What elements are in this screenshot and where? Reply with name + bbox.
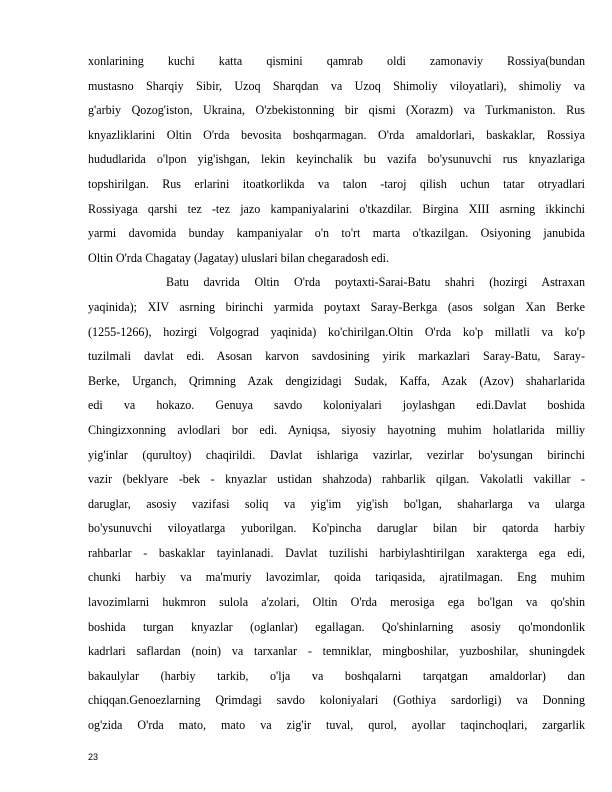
text-line-23: lavozimlarni hukmron sulola a'zolari, Oltin O'rda merosiga ega bo'lgan va qo'shin <box>88 595 585 610</box>
text-line-25: kadrlari saflardan (noin) va tarxanlar - temniklar, mingboshilar, yuzboshilar, shuningdek <box>88 644 585 659</box>
text-line-12: (1255-1266), hozirgi Volgograd yaqinida) ko'chirilgan.Oltin O'rda ko'p millatli va ko'p <box>88 324 585 339</box>
text-line-8: yarmi davomida bunday kampaniyalar o'n to'rt marta o'tkazilgan. Osiyoning janubida <box>88 226 585 241</box>
text-line-16: Chingizxonning avlodlari bor edi. Ayniqsa, siyosiy hayotning muhim holatlarida milliy <box>88 422 585 437</box>
text-line-19: daruglar, asosiy vazifasi soliq va yig'im yig'ish bo'lgan, shaharlarga va ularga <box>88 496 585 511</box>
text-line-15: edi va hokazo. Genuya savdo koloniyalari joylashgan edi.Davlat boshida <box>88 398 585 413</box>
text-line-27: chiqqan.Genoezlarning Qrimdagi savdo koloniyalari (Gothiya sardorligi) va Donning <box>88 693 585 708</box>
text-line-1: xonlarining kuchi katta qismini qamrab oldi zamonaviy Rossiya(bundan <box>88 54 585 68</box>
text-line-11: yaqinida); XIV asrning birinchi yarmida poytaxt Saray-Berkga (asos solgan Xan Berke <box>88 299 585 314</box>
text-line-17: yig'inlar (qurultoy) chaqirildi. Davlat ishlariga vazirlar, vezirlar bo'ysungan birinchi <box>88 447 585 462</box>
text-line-14: Berke, Urganch, Qrimning Azak dengizidagi Sudak, Kaffa, Azak (Azov) shaharlarida <box>88 373 585 388</box>
text-line-2: mustasno Sharqiy Sibir, Uzoq Sharqdan va Uzoq Shimoliy viloyatlari), shimoliy va <box>88 78 585 93</box>
page-number: 23 <box>88 752 99 762</box>
text-line-5: hududlarida o'lpon yig'ishgan, lekin keyinchalik bu vazifa bo'ysunuvchi rus knyazlariga <box>88 152 585 167</box>
text-line-26: bakaulylar (harbiy tarkib, o'lja va boshqalarni tarqatgan amaldorlar) dan <box>88 668 585 683</box>
paragraph-start-line: Batu davrida Oltin O'rda poytaxti-Sarai-Batu shahri (hozirgi Astraxan <box>166 275 585 290</box>
text-line-24: boshida turgan knyazlar (oglanlar) egallagan. Qo'shinlarning asosiy qo'mondonlik <box>88 619 585 634</box>
text-line-22: chunki harbiy va ma'muriy lavozimlar, qoida tariqasida, ajratilmagan. Eng muhim <box>88 570 585 585</box>
text-line-3: g'arbiy Qozog'iston, Ukraina, O'zbekistonning bir qismi (Xorazm) va Turkmaniston. Rus <box>88 103 585 118</box>
text-line-28: og'zida O'rda mato, mato va zig'ir tuval, qurol, ayollar taqinchoqlari, zargarlik <box>88 718 585 733</box>
text-line-21: rahbarlar - baskaklar tayinlanadi. Davlat tuzilishi harbiylashtirilgan xarakterga ega edi, <box>88 545 585 560</box>
text-line-6: topshirilgan. Rus erlarini itoatkorlikda va talon -taroj qilish uchun tatar otryadlari <box>88 176 585 191</box>
text-line-18: vazir (beklyare -bek - knyazlar ustidan shahzoda) rahbarlik qilgan. Vakolatli vakillar - <box>88 472 585 487</box>
text-line-20: bo'ysunuvchi viloyatlarga yuborilgan. Ko'pincha daruglar bilan bir qatorda harbiy <box>88 521 585 536</box>
text-line-4: knyazliklarini Oltin O'rda bevosita boshqarmagan. O'rda amaldorlari, baskaklar, Rossiya <box>88 127 585 142</box>
text-line-13: tuzilmali davlat edi. Asosan karvon savdosining yirik markazlari Saray-Batu, Saray- <box>88 349 585 364</box>
text-line-7: Rossiyaga qarshi tez -tez jazo kampaniyalarini o'tkazdilar. Birgina XIII asrning ikkinchi <box>88 201 585 216</box>
body-text <box>88 49 585 738</box>
text-line-9: Oltin O'rda Chagatay (Jagatay) uluslari bilan chegaradosh edi. <box>88 250 390 265</box>
